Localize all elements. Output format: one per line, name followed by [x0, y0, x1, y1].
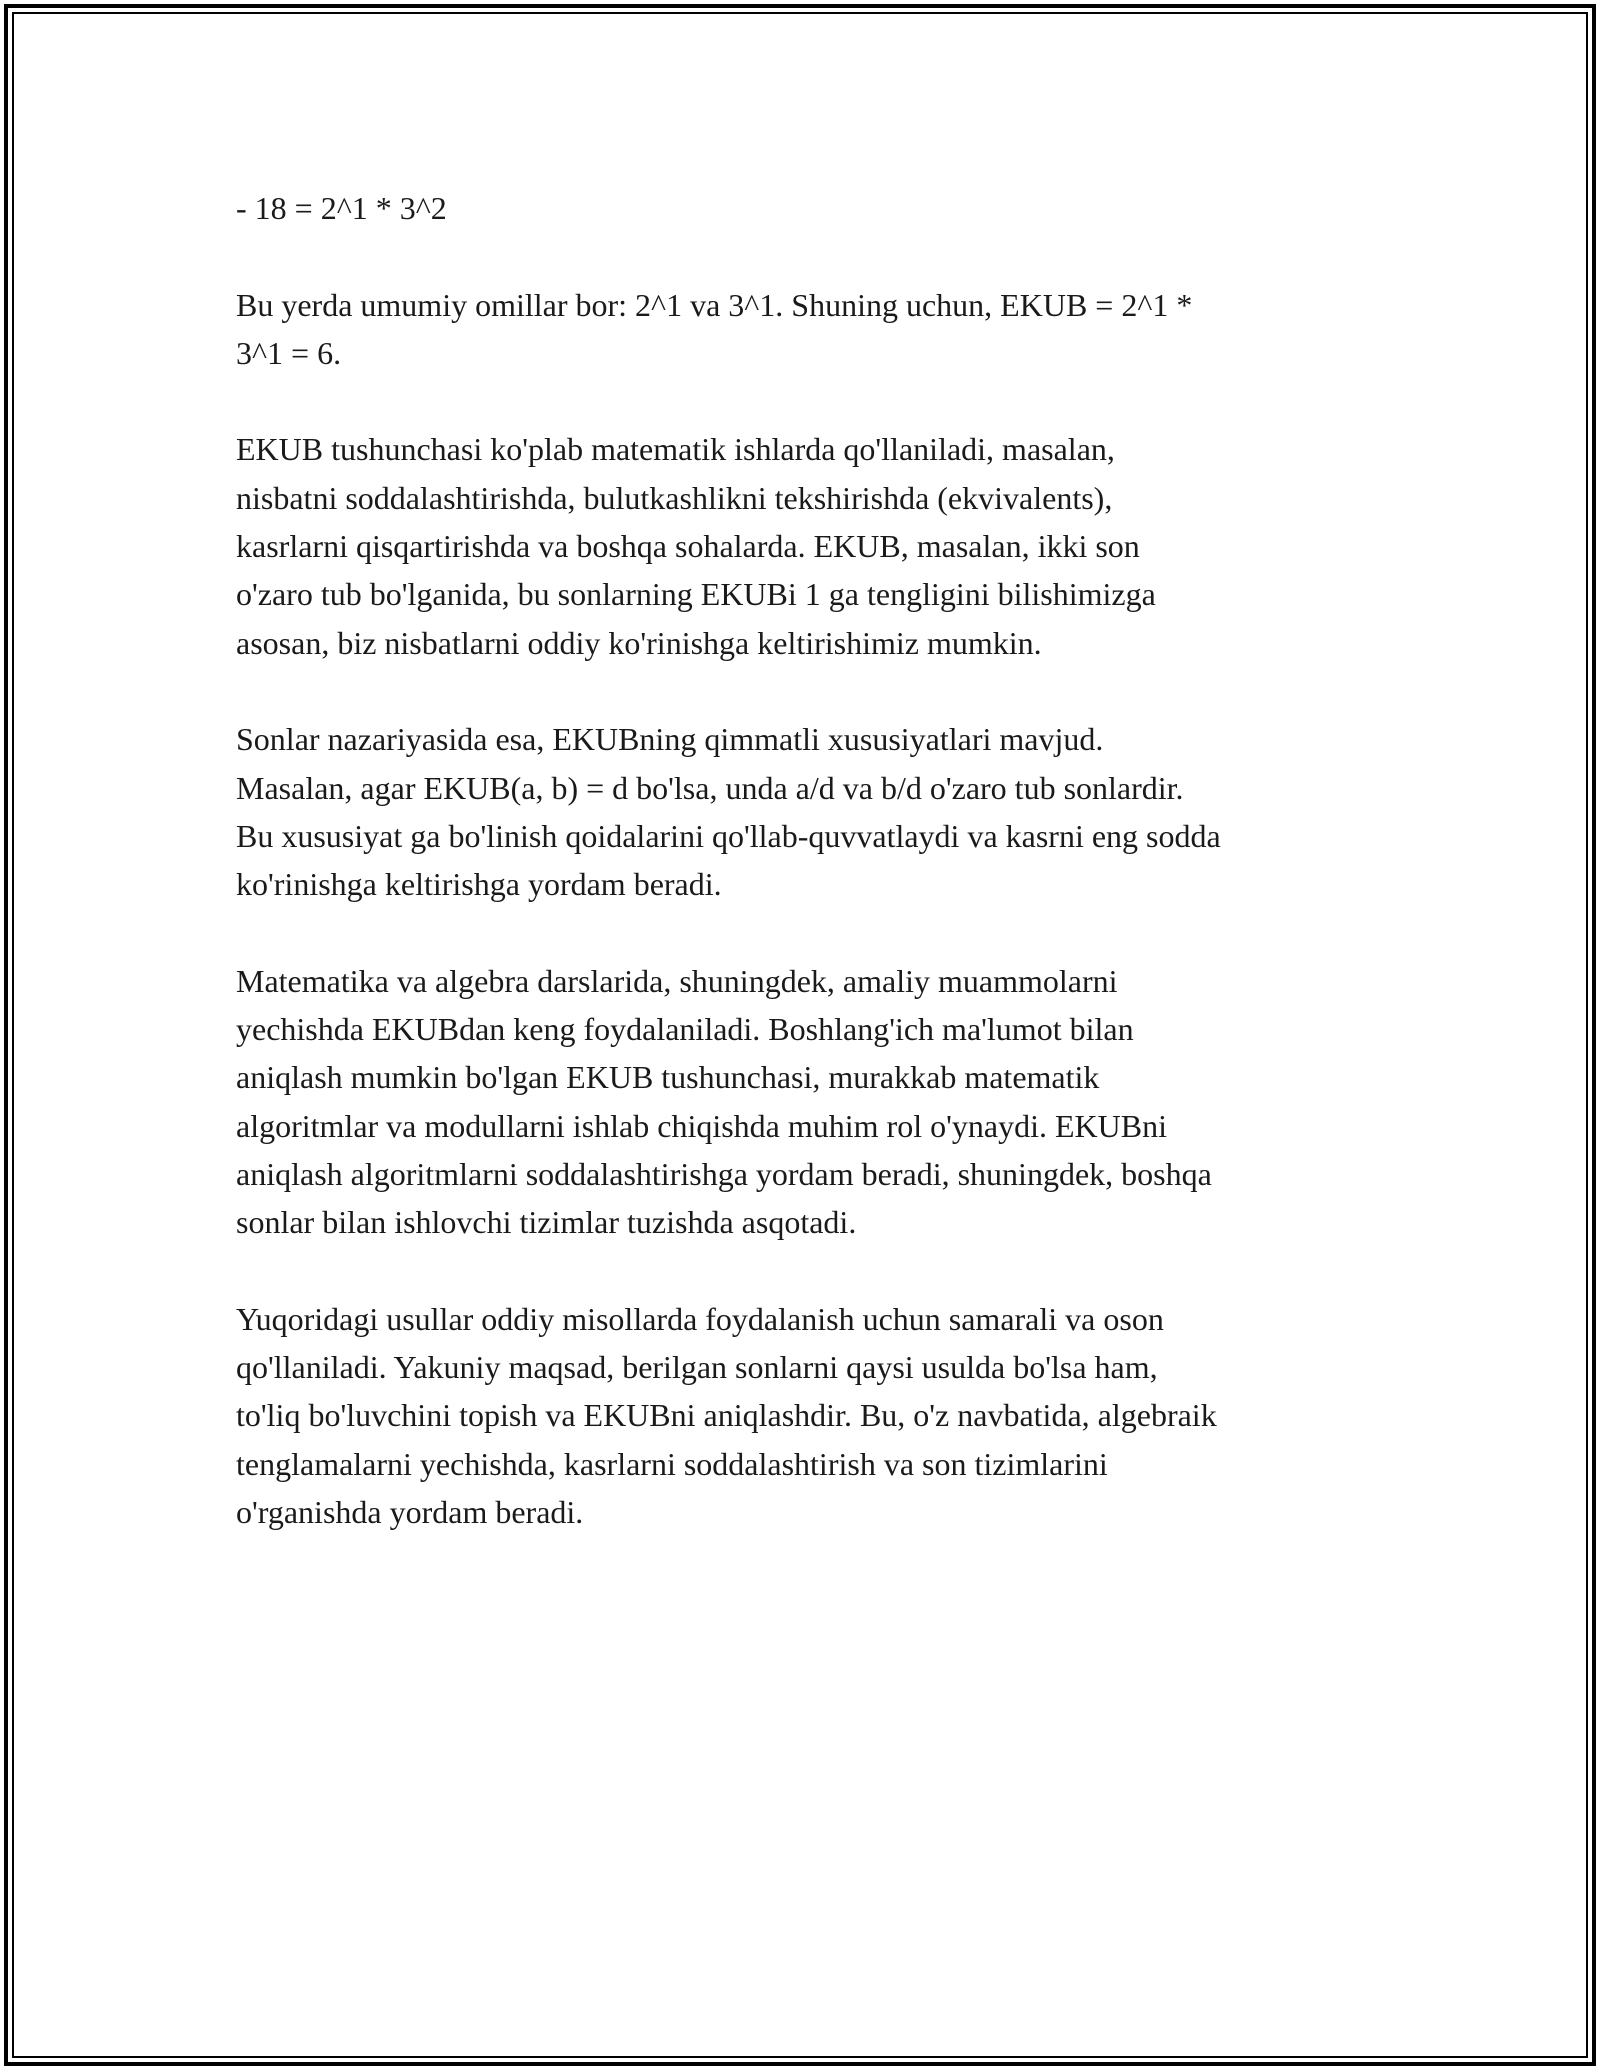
text-line: - 18 = 2^1 * 3^2	[236, 190, 447, 226]
text-line: to'liq bo'luvchini topish va EKUBni aniqlashdir. Bu, o'z navbatida, algebraik	[236, 1397, 1217, 1434]
text-line: qo'llaniladi. Yakuniy maqsad, berilgan sonlarni qaysi usulda bo'lsa ham,	[236, 1349, 1158, 1386]
text-line: nisbatni soddalashtirishda, bulutkashlikni tekshirishda (ekvivalents),	[236, 479, 1113, 516]
paragraph-common-factors	[236, 281, 1376, 378]
text-line: Matematika va algebra darslarida, shuningdek, amaliy muammolarni	[236, 962, 1118, 999]
paragraph-number-theory	[236, 715, 1376, 908]
text-line: Bu yerda umumiy omillar bor: 2^1 va 3^1. Shuning uchun, EKUB = 2^1 *	[236, 286, 1193, 323]
text-line: aniqlash algoritmlarni soddalashtirishga yordam beradi, shuningdek, boshqa	[236, 1155, 1212, 1192]
text-line: algoritmlar va modullarni ishlab chiqishda muhim rol o'ynaydi. EKUBni	[236, 1107, 1167, 1144]
text-line: aniqlash mumkin bo'lgan EKUB tushunchasi, murakkab matematik	[236, 1059, 1100, 1096]
document-body	[236, 184, 1376, 1585]
paragraph-ekub-usage	[236, 425, 1376, 666]
text-line: Bu xususiyat ga bo'linish qoidalarini qo'llab-quvvatlaydi va kasrni eng sodda	[236, 817, 1221, 854]
text-line: kasrlarni qisqartirishda va boshqa sohalarda. EKUB, masalan, ikki son	[236, 528, 1140, 565]
text-line: asosan, biz nisbatlarni oddiy ko'rinishga keltirishimiz mumkin.	[236, 624, 1042, 661]
text-line: Sonlar nazariyasida esa, EKUBning qimmatli xususiyatlari mavjud.	[236, 721, 1104, 758]
paragraph-conclusion	[236, 1295, 1376, 1536]
text-line: EKUB tushunchasi ko'plab matematik ishlarda qo'llaniladi, masalan,	[236, 431, 1115, 468]
text-line: Masalan, agar EKUB(a, b) = d bo'lsa, unda a/d va b/d o'zaro tub sonlardir.	[236, 769, 1184, 806]
text-line: Yuqoridagi usullar oddiy misollarda foydalanish uchun samarali va oson	[236, 1300, 1164, 1337]
text-line: yechishda EKUBdan keng foydalaniladi. Boshlang'ich ma'lumot bilan	[236, 1011, 1134, 1048]
text-line: o'rganishda yordam beradi.	[236, 1494, 584, 1531]
text-line: o'zaro tub bo'lganida, bu sonlarning EKUBi 1 ga tengligini bilishimizga	[236, 576, 1156, 613]
text-line: 3^1 = 6.	[236, 334, 342, 371]
text-line: sonlar bilan ishlovchi tizimlar tuzishda asqotadi.	[236, 1204, 857, 1241]
text-line: ko'rinishga keltirishga yordam beradi.	[236, 866, 722, 903]
paragraph-algebra-lessons	[236, 957, 1376, 1247]
text-line: tenglamalarni yechishda, kasrlarni soddalashtirish va son tizimlarini	[236, 1445, 1108, 1482]
paragraph-factorization	[236, 184, 1376, 232]
